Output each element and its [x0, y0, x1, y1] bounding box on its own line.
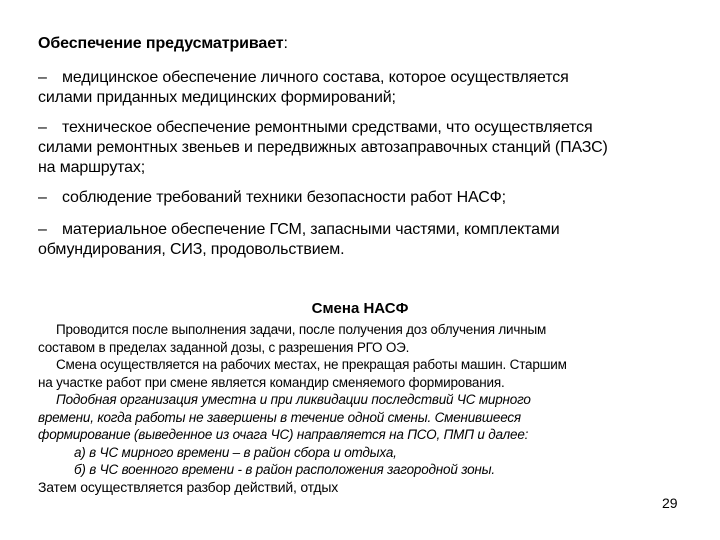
bullet-item: [38, 118, 688, 178]
bullet-text: медицинское обеспечение личного состава, которое осуществляется: [62, 69, 569, 86]
bullet-dash: –: [38, 69, 47, 86]
heading: [38, 35, 288, 53]
body-line: Подобная организация уместна и при ликвидации последствий ЧС мирного: [56, 392, 531, 407]
body-line: составом в пределах заданной дозы, с разрешения РГО ОЭ.: [38, 339, 410, 355]
bullet-item: [38, 68, 688, 108]
bullet-text: обмундирования, СИЗ, продовольствием.: [38, 241, 345, 258]
body-line: формирование (выведенное из очага ЧС) направляется на ПСО, ПМП и далее:: [38, 427, 529, 442]
body-line: а) в ЧС мирного времени – в район сбора и отдыха,: [74, 444, 397, 460]
bullet-text: силами приданных медицинских формирований;: [38, 89, 396, 106]
bullet-list: [38, 68, 688, 270]
heading-bold: Обеспечение предусматривает: [38, 35, 284, 52]
body-line: Смена осуществляется на рабочих местах, не прекращая работы машин. Старшим: [56, 357, 567, 372]
bullet-item: [38, 220, 688, 260]
bullet-text: материальное обеспечение ГСМ, запасными частями, комплектами: [62, 221, 560, 238]
bullet-dash: –: [38, 119, 47, 136]
section-body: [38, 321, 678, 496]
section-title: Смена НАСФ: [311, 300, 409, 317]
bullet-dash: –: [38, 221, 47, 238]
bullet-item: [38, 188, 688, 208]
page-number: 29: [662, 495, 678, 511]
body-line: Проводится после выполнения задачи, после получения доз облучения личным: [56, 322, 547, 337]
bullet-text: на маршрутах;: [38, 159, 146, 176]
bullet-text: силами ремонтных звеньев и передвижных автозаправочных станций (ПАЗС): [38, 139, 608, 156]
body-line: б) в ЧС военного времени - в район расположения загородной зоны.: [74, 462, 495, 477]
bullet-text: техническое обеспечение ремонтными средствами, что осуществляется: [62, 119, 593, 136]
heading-colon: :: [283, 35, 288, 52]
body-line: Затем осуществляется разбор действий, отдых: [38, 478, 339, 495]
bullet-dash: –: [38, 189, 47, 206]
bullet-text: соблюдение требований техники безопасности работ НАСФ;: [62, 189, 506, 206]
body-line: на участке работ при смене является командир сменяемого формирования.: [38, 374, 505, 390]
body-line: времени, когда работы не завершены в течение одной смены. Сменившееся: [38, 409, 521, 425]
